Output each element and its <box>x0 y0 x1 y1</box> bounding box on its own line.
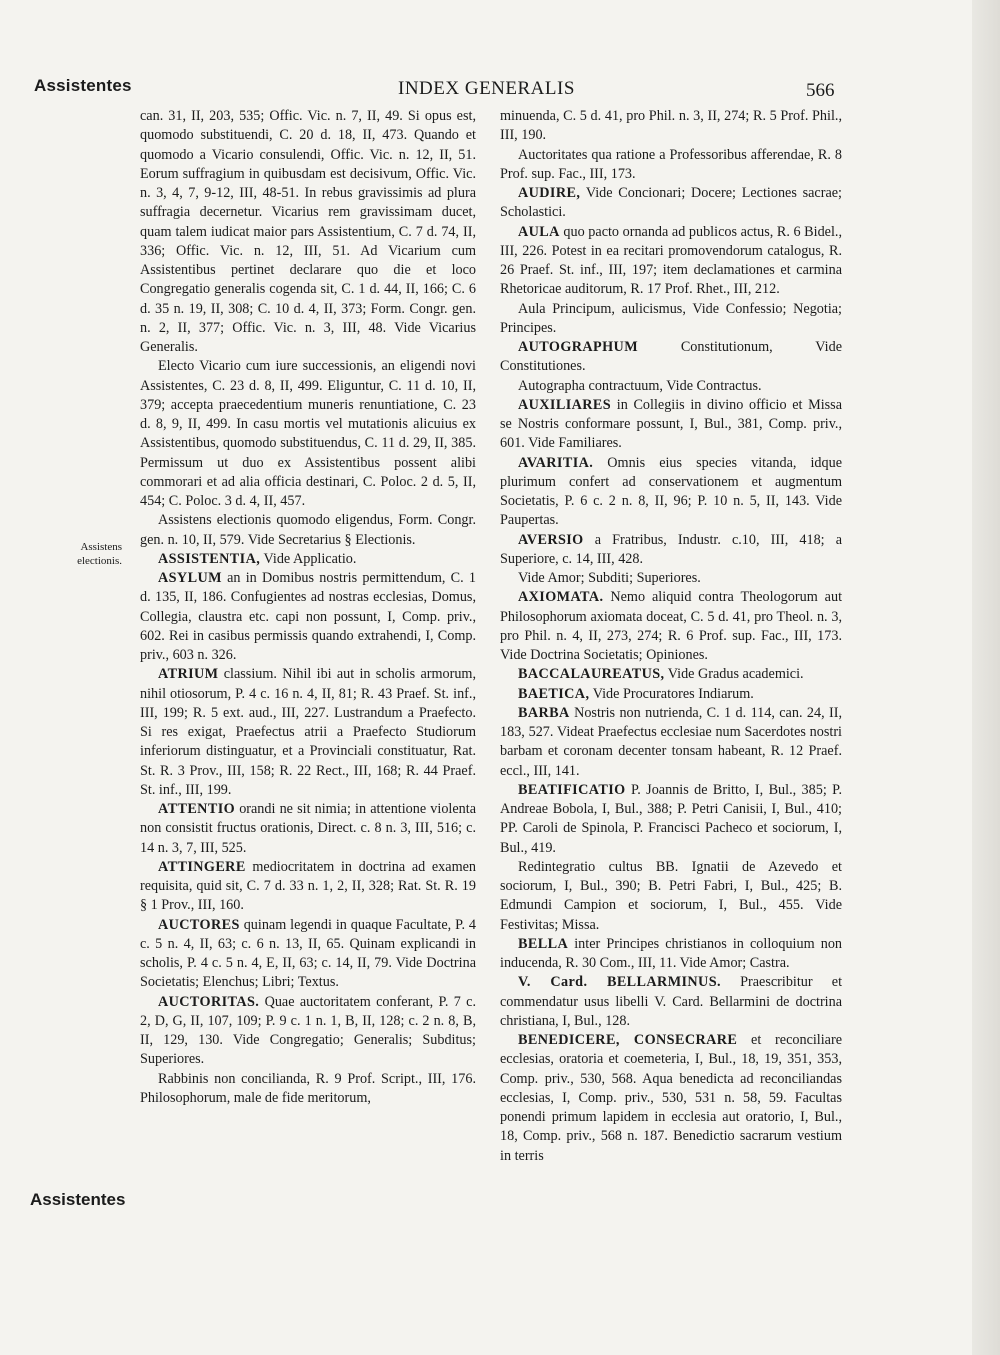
entry-lemma: AVARITIA. <box>518 454 594 471</box>
entry-text: Vide Amor; Subditi; Superiores. <box>518 570 701 586</box>
entry-lemma: BENEDICERE, CONSECRARE <box>518 1032 738 1048</box>
index-paragraph <box>500 146 842 185</box>
index-entry <box>500 454 842 531</box>
entry-lemma: V. Card. BELLARMINUS. <box>518 974 721 991</box>
index-entry <box>500 781 842 858</box>
entry-text: a Fratribus, Industr. c.10, III, 418; a Superiore, c. 14, III, 428. <box>500 531 842 567</box>
left-column <box>140 107 476 1108</box>
index-entry <box>140 800 476 858</box>
entry-text: Rabbinis non concilianda, R. 9 Prof. Script., III, 176. Philosophorum, male de fide meritorum, <box>140 1070 476 1106</box>
entry-text: Omnis eius species vitanda, idque plurimum confert ad conservationem et augmentum Societatis, P. 6 c. 2 n. 8, II, 96; P. 10 n. 5, II, 143. Vide Paupertas. <box>500 454 842 529</box>
index-paragraph <box>140 511 476 550</box>
index-paragraph <box>500 569 842 588</box>
index-paragraph <box>140 1070 476 1109</box>
entry-text: in Collegiis in divino officio et Missa se Nostris conformare possunt, I, Bul., 381, Comp. priv., 601. Vide Familiares. <box>500 396 843 452</box>
entry-text: et reconciliare ecclesias, oratoria et coemeteria, I, Bul., 18, 19, 351, 353, Comp. priv., 530, 568. Aqua benedicta ad reconciliandas ecclesias, I, Comp. priv., 530, 531 n. 58, 59. Facultas ponendi primum lapidem in ecclesia aut oratorio, I, Bul., 18, Comp. priv., 568 n. 187. Benedictio sacrarum vestium in terris <box>500 1032 843 1164</box>
entry-lemma: AUTOGRAPHUM <box>518 339 638 355</box>
index-paragraph <box>500 377 842 396</box>
index-entry <box>140 569 476 665</box>
running-head-left: Assistentes <box>34 76 132 95</box>
index-entry <box>500 223 842 300</box>
entry-lemma: AUCTORES <box>158 916 240 933</box>
next-page-edge <box>972 0 1000 1355</box>
entry-lemma: AULA <box>518 223 560 240</box>
entry-lemma: ASSISTENTIA, <box>158 550 261 567</box>
index-entry <box>500 685 842 704</box>
entry-lemma: ASYLUM <box>158 570 222 586</box>
entry-lemma: ATTENTIO <box>158 801 236 817</box>
entry-text: Redintegratio cultus BB. Ignatii de Azevedo et sociorum, I, Bul., 390; B. Petri Fabri, I, Bul., 425; B. Edmundi Campion et sociorum, I, Bul., 455. Vide Festivitas; Missa. <box>500 858 842 933</box>
entry-text: Vide Applicatio. <box>263 550 357 567</box>
entry-lemma: AVERSIO <box>518 531 584 548</box>
entry-text: Electo Vicario cum iure successionis, an eligendi novi Assistentes, C. 23 d. 8, II, 499. Eliguntur, C. 11 d. 10, II, 379; accepta praecedentium muneris renuntiatione, C. 23 d. 8, 9, II, 499. In casu mortis vel mutationis alicuius ex Assistentibus, quomodo substituendus, C. 11 d. 29, II, 385. Permissum ut duo ex Assistentibus possent alibi commorari et ad alia officia destinari, C. Poloc. 2 d. 5, II, 454; C. Poloc. 3 d. 4, II, 457. <box>140 358 476 509</box>
entry-text: Assistens electionis quomodo eligendus, Form. Congr. gen. n. 10, II, 579. Vide Secretarius § Electionis. <box>140 512 476 548</box>
index-entry <box>500 973 842 1031</box>
entry-text: Nostris non nutrienda, C. 1 d. 114, can. 24, II, 183, 527. Videat Praefectus ecclesiae num Sacerdotes nostri barbam et coronam decenter tonsam habeant, R. 12 Praef. eccl., III, 141. <box>500 704 843 779</box>
index-entry <box>500 935 842 974</box>
entry-text: Vide Procuratores Indiarum. <box>592 685 754 702</box>
entry-text: Quae auctoritatem conferant, P. 7 c. 2, D, G, II, 107, 109; P. 9 c. 1 n. 1, B, II, 128; c. 2 n. 8, B, II, 129, 130. Vide Congregatio; Generalis; Subditus; Superiores. <box>140 993 477 1068</box>
entry-text: Aula Principum, aulicismus, Vide Confessio; Negotia; Principes. <box>500 300 842 336</box>
entry-text: can. 31, II, 203, 535; Offic. Vic. n. 7, II, 49. Si opus est, quomodo substituendi, C. 20 d. 18, II, 473. Quando et quomodo a Vicario consulendi, Offic. Vic. n. 12, II, 51. Eorum suffragium in quibusdam est decisivum, Offic. Vic. n. 3, 4, 7, 9-12, III, 48-51. In rebus gravissimis ad plura suffragia decernetur. Vicarius rem gravissimam ducet, quam talem iudicat maior pars Assistentium, C. 7 d. 74, II, 336; Offic. Vic. n. 12, III, 51. Ad Vicarium cum Assistentibus pertinet declarare quo die et loco Congregatio generalis cogenda sit, C. 1 d. 44, II, 166; C. 6 d. 35 n. 19, II, 308; C. 10 d. 4, II, 373; Form. Congr. gen. n. 2, II, 377; Offic. Vic. n. 3, III, 48. Vide Vicarius Generalis. <box>140 108 476 355</box>
entry-lemma: BACCALAUREATUS, <box>518 666 665 683</box>
entry-text: quo pacto ornanda ad publicos actus, R. 6 Bidel., III, 226. Potest in ea recitari promovendorum catalogus, R. 26 Praef. St. inf., III, 197; item declamationes et carmina Rhetoricae auditorum, R. 17 Prof. Rhet., III, 212. <box>500 223 842 298</box>
index-paragraph <box>140 357 476 511</box>
entry-lemma: BELLA <box>518 935 569 952</box>
entry-text: Vide Concionari; Docere; Lectiones sacrae; Scholastici. <box>500 185 842 221</box>
running-head-title: INDEX GENERALIS <box>398 78 575 99</box>
entry-lemma: BAETICA, <box>518 685 590 702</box>
entry-text: quinam legendi in quaque Facultate, P. 4 c. 5 n. 4, II, 63; c. 6 n. 13, II, 65. Quinam explicandi in scholis, P. 4 c. 5 n. 4, E, II, 63; c. 14, II, 79. Vide Doctrina Societatis; Elenchus; Libri; Textus. <box>140 916 477 991</box>
index-entry <box>500 396 842 454</box>
entry-text: orandi ne sit nimia; in attentione violenta non consistit fructus orationis, Direct. c. 8 n. 3, III, 516; c. 14 n. 3, 7, III, 525. <box>140 801 476 856</box>
entry-lemma: AUXILIARES <box>518 396 612 413</box>
index-entry <box>500 704 842 781</box>
entry-lemma: ATRIUM <box>158 666 219 683</box>
running-foot-left: Assistentes <box>30 1190 126 1209</box>
margin-note <box>40 540 122 568</box>
index-entry <box>140 550 476 569</box>
entry-text: Auctoritates qua ratione a Professoribus afferendae, R. 8 Prof. sup. Fac., III, 173. <box>500 146 842 182</box>
entry-text: inter Principes christianos in colloquium non inducenda, R. 30 Com., III, 11. Vide Amor; Castra. <box>500 935 843 971</box>
index-paragraph <box>500 858 842 935</box>
index-entry <box>140 916 476 993</box>
entry-text: Nemo aliquid contra Theologorum aut Philosophorum axiomata doceat, C. 5 d. 41, pro Theol. n. 3, pro Phil. n. 4, II, 273, 274; R. 6 Prof. sup. Fac., III, 173. Vide Doctrina Societatis; Opiniones. <box>500 589 843 663</box>
entry-text: Autographa contractuum, Vide Contractus. <box>518 377 762 394</box>
index-paragraph <box>500 107 842 146</box>
entry-lemma: BARBA <box>518 704 570 721</box>
entry-text: Constitutionum, Vide Constitutiones. <box>500 339 842 375</box>
entry-text: Praescribitur et commendatur usus libelli V. Card. Bellarmini de doctrina christiana, I, Bul., 128. <box>500 974 843 1029</box>
index-entry <box>500 531 842 570</box>
entry-text: Vide Gradus academici. <box>667 666 804 683</box>
entry-lemma: AXIOMATA. <box>518 589 604 606</box>
index-entry <box>140 858 476 916</box>
index-paragraph <box>140 107 476 357</box>
index-paragraph <box>500 300 842 339</box>
margin-note-line2: electionis. <box>77 555 122 567</box>
entry-lemma: BEATIFICATIO <box>518 781 626 798</box>
index-entry <box>140 665 476 800</box>
entry-text: an in Domibus nostris permittendum, C. 1 d. 135, II, 186. Confugientes ad nostras ecclesias, Domus, Collegia, claustra etc. capi non possunt, I, Comp. priv., 602. Rei in casibus permissis quando extrahendi, I, Comp. priv., 603 n. 326. <box>140 570 477 663</box>
index-entry <box>500 184 842 223</box>
index-entry <box>500 588 842 665</box>
entry-lemma: AUDIRE, <box>518 185 581 201</box>
index-entry <box>140 993 476 1070</box>
entry-text: P. Joannis de Britto, I, Bul., 385; P. Andreae Bobola, I, Bul., 388; P. Petri Canisii, I, Bul., 410; PP. Caroli de Spinola, P. Francisci Pacheco et sociorum, I, Bul., 419. <box>500 781 843 856</box>
entry-text: classium. Nihil ibi aut in scholis armorum, nihil otiosorum, P. 4 c. 16 n. 4, II, 81; R. 43 Praef. St. inf., III, 199; R. 5 ext. aud., III, 227. Lustrandum a Praefecto. Si res exigat, Praefectus atrii a Praefecto Studiorum inferiorum distinguatur, et a Provinciali constituatur, Rat. St. R. 3 Prov., III, 158; R. 22 Rect., III, 168; R. 44 Praef. St. inf., III, 199. <box>140 666 476 798</box>
index-entry <box>500 1031 842 1166</box>
index-entry <box>500 338 842 377</box>
entry-text: minuenda, C. 5 d. 41, pro Phil. n. 3, II, 274; R. 5 Prof. Phil., III, 190. <box>500 108 842 144</box>
index-entry <box>500 665 842 684</box>
entry-lemma: ATTINGERE <box>158 858 246 875</box>
entry-lemma: AUCTORITAS. <box>158 993 260 1010</box>
entry-text: mediocritatem in doctrina ad examen requisita, quid sit, C. 7 d. 33 n. 1, 2, II, 328; Rat. St. R. 19 § 1 Prov., III, 160. <box>140 858 476 914</box>
margin-note-line1: Assistens <box>80 541 122 553</box>
page-number: 566 <box>806 80 835 101</box>
right-column <box>500 107 842 1166</box>
